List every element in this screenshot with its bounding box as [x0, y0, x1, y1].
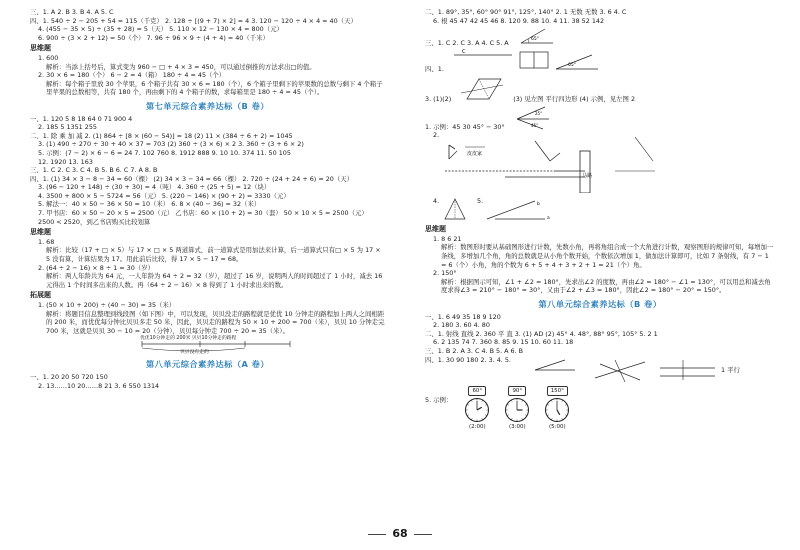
explanation: 解析：比较（17 + □ × 5）与 17 × □ × 5 两道算式，前一道算式是用加法来计算，后一道算式只有□ × 5 为 17 × 5 没有算，计算结果为 17。用此前后比较，得 17 × 5 − 17 = 68。	[46, 246, 381, 264]
answer-line: 二、1. 89°, 35°, 60° 90° 91°, 125°, 140° 2. 1 无数 无数 3. 6 4. C	[425, 8, 627, 16]
answer-line: 4. (455 − 35 × 5) ÷ (35 + 28) = 5（天） 5. 110 × 12 − 130 × 4 = 800（元）	[38, 25, 283, 34]
clock-angle: 90°	[508, 386, 526, 397]
answer-line: 一、1. 120 5 8 18 64 0 71 900 4	[30, 114, 133, 123]
expand-heading: 拓展题	[30, 291, 51, 300]
triangle-figure	[425, 193, 625, 223]
explanation: 解析：每个箱子里放 30 个苹果，6 个箱子共有 30 × 6 = 180（个），6 个箱子里剩下的苹果数的总数与剩下 4 个箱子里苹果的总数相等，共有 180 个，再由剩下的 4 个箱子的数，求每箱里是 180 ÷ 4 = 45（个）。	[46, 79, 383, 97]
answer-line: 2. 30 × 6 = 180（个） 6 − 2 = 4（箱） 180 ÷ 4 = 45（个）	[38, 71, 226, 80]
clock-face-icon	[544, 397, 570, 423]
q1-row	[425, 103, 775, 131]
answer-line: 12. 1920 13. 163	[38, 157, 93, 166]
answer-line: 5. 示例：(7 − 2) × 6 − 6 = 24 7. 102 760 8. 1912 888 9. 10 10. 374 11. 50 105	[38, 148, 291, 157]
clock-item	[544, 386, 570, 432]
clock-time: (2:00)	[468, 424, 486, 431]
q3b-row	[425, 73, 775, 103]
question-number: 2.	[433, 131, 440, 140]
page-number: 68	[392, 527, 408, 540]
answer-line: 1. 8 6 21	[433, 234, 462, 243]
answer-line: 三、1. A 2. B 3. B 4. A 5. C	[30, 8, 114, 16]
dash-right	[414, 534, 432, 535]
angle-label: 25°	[534, 111, 542, 117]
answer-line: 7. 甲书店：60 × 50 − 20 × 5 = 2500（元） 乙书店：60 × (10 + 2) = 30（套） 50 × 10 × 5 = 2500（元）	[38, 209, 368, 218]
answer-line: 6. 900 ÷ (3 × 2 + 12) = 50（个） 7. 96 ÷ 96 × 9 ÷ (4 + 4) = 40（千米）	[38, 33, 269, 42]
answer-line: 2500 < 2520，到乙书店购买比较划算	[38, 217, 151, 226]
segment-diagram	[140, 335, 300, 355]
clock-angle: 60°	[468, 386, 486, 397]
answer-line: 3. (1)(2)	[425, 94, 452, 103]
angle-label: 65°	[530, 37, 539, 43]
angle-label: 65°	[567, 63, 576, 69]
answer-line: 4. 3500 + 800 × 5 − 5724 = 56（元） 5. (220 − 146) × (90 + 2) = 3330（元）	[38, 191, 290, 200]
line-figure	[452, 49, 602, 73]
q4q5-figures	[425, 193, 775, 223]
answer-line: 三、1. B 2. A 3. C 4. B 5. A 6. B	[425, 346, 524, 355]
diagram-label: 贝贝没有走的	[180, 350, 209, 356]
clock-angle: 150°	[547, 386, 568, 397]
road-label: 马路	[582, 173, 593, 180]
clock-time: (5:00)	[548, 424, 566, 431]
map-drawing	[425, 131, 765, 193]
explanation: 解析：两人年龄共为 64 元，一人年龄为 64 ÷ 2 = 32（岁），超过了 16 岁，说明两人的时间超过了 1 小时，减去 16 元得出 1 个时间多出来的人数。再（64 ÷ 2 − 16）× 8 得到了 1 小时求出来的数。	[46, 272, 383, 289]
answer-line: 四、1. 30 90 180 2. 3. 4. 5.	[425, 355, 511, 364]
clock-face-icon	[464, 397, 490, 423]
answer-line: 三、1. C 2. C 3. C 4. B 5. B 6. C 7. A 8. B	[30, 166, 158, 175]
question-number: 5.	[477, 197, 484, 206]
line-label: b	[537, 202, 540, 208]
explanation: 解析：当添上括号后，算式变为 960 − □ + 4 × 3 = 450，可以通过倒推的方法求出□的值。	[46, 62, 316, 71]
segment-lines	[140, 335, 300, 355]
answer-line: 四、1. (1) 34 × 3 − 8 − 34 = 60（棵） (2) 34 × 3 − 34 = 66（棵） 2. 720 ÷ (24 + 24 + 6) = 20（天）	[30, 174, 354, 183]
angle-label: 45°	[530, 123, 538, 129]
answer-line: 2. 180 3. 60 4. 80	[433, 321, 490, 330]
answer-line: 二、1. 射线 直线 2. 360 平 直 3. (1) AD (2) 45° 4. 48°, 88° 95°, 105° 5. 2 1	[425, 329, 658, 338]
think-heading: 思维题	[30, 44, 51, 53]
angle-figure	[517, 25, 557, 47]
answer-line: 1. (50 × 10 + 200) ÷ (40 − 30) = 35（米）	[38, 301, 176, 309]
answer-line: 2. 150°	[433, 269, 457, 278]
answer-line: 三、1. C 2. C 3. A 4. C 5. A	[425, 38, 509, 47]
clocks	[464, 386, 584, 432]
q3-row	[425, 25, 775, 47]
angle-measure-figure	[513, 105, 553, 131]
answer-line: 2. 13……10 20……8 21 3. 6 550 1314	[38, 381, 160, 390]
answer-line: 2. 185 5 1351 255	[38, 123, 97, 132]
answer-line: 2. (64 ÷ 2 − 16) × 8 ÷ 1 = 30（岁）	[38, 263, 154, 272]
right-column	[425, 8, 775, 432]
answer-line: 四、1. 540 ÷ 2 − 205 + 54 = 115（千克） 2. 128 ÷ [(9 + 7) × 2] = 4 3. 120 − 120 ÷ 4 × 4 = 40（天）	[30, 16, 357, 25]
clock-time: (3:00)	[508, 424, 526, 431]
line-label: a	[547, 216, 550, 222]
dash-left	[368, 534, 386, 535]
section-title: 第八单元综合素养达标（A 卷）	[145, 359, 270, 370]
clock-face-icon	[504, 397, 530, 423]
explanation: 解析：数图形时要从基础图形进行计数，先数小角，再将角组合成一个大角进行计数，观察图形的规律可知，每增加一条线，多增加几个角，角的总数就是从小角个数开始，个数依次增加 1，做加法计算即可，比如 7 条射线，有 7 − 1 = 6（个）小角，角的个数为 6 + 5 + 4 + 3 + 2 + 1 = 21（个）角。	[441, 243, 774, 269]
answer-line: 一、1. 6 49 35 18 9 120	[425, 312, 501, 321]
clock-item	[504, 386, 530, 432]
clock-row	[425, 386, 775, 432]
explanation: 解析：将题目信息整理到线段图（如下图）中，可以发现，贝贝没走的路程就是优优 10 分钟走的路程加上两人之间相距的 200 米，而优优每分钟比贝贝多走 50 米，因此，贝贝走的路程为 50 × 10 + 200 = 700（米），贝贝 10 分钟走完 700 米，这就是贝贝 30 − 10 = 20（分钟），贝贝每分钟走 700 ÷ 20 = 35（米）。	[46, 309, 385, 335]
answer-line: 5. 示例：	[425, 395, 453, 404]
page-number-bar	[0, 527, 800, 540]
q4-row	[425, 47, 775, 73]
section-title: 第七单元综合素养达标（B 卷）	[145, 100, 270, 111]
answer-line: (3) 见左图 平行四边形 (4) 示例，见左图 2	[513, 94, 636, 103]
q4-geometry-row	[425, 356, 775, 382]
answer-line: 6. 2 135 74 7. 360 8. 85 9. 15 10. 60 11. 18	[433, 338, 574, 347]
diagram-label: 优优10分钟走的 200米 贝贝10分钟走的路程	[140, 336, 237, 342]
parallel-label: 1 平行	[721, 365, 740, 374]
answer-line: 6. 根 45 47 42 45 46 8. 120 9. 88 10. 4 11. 38 52 142	[433, 16, 605, 25]
clock-item	[464, 386, 490, 432]
answer-line: 1. 68	[38, 237, 55, 246]
answer-line: 3. (1) 490 ÷ 270 ÷ 30 + 40 × 37 = 703 (2) 360 ÷ (3 × 6) × 2 3. 360 ÷ (3 + 6 × 2)	[38, 140, 304, 149]
answer-line: 1. 600	[38, 53, 59, 62]
section-title: 第八单元综合素养达标（B 卷）	[538, 298, 662, 309]
map-figure	[425, 131, 775, 193]
think-heading: 思维题	[425, 225, 446, 234]
answer-line: 一、1. 20 20 50 720 150	[30, 372, 108, 381]
parallelogram-figure	[459, 75, 505, 103]
answer-line: 二、1. 除 乘 加 减 2. (1) 864 ÷ [8 × (60 − 54)] = 18 (2) 11 × (384 ÷ 6 + 2) = 1045	[30, 131, 293, 140]
explanation: 解析：根据图示可知，∠1 + ∠2 = 180°，先求出∠2 的度数，再由∠2 = 180° − ∠1 = 130°，可以用总和减去角度求得∠3 = 210° − 180° = 30°，又由于∠2 + ∠3 = 180°，因此∠2 = 180° − 20° = 150°。	[441, 277, 771, 295]
question-number: 4.	[433, 197, 440, 206]
geometry-figures	[425, 356, 765, 382]
answer-line: 四、1.	[425, 64, 444, 73]
answer-line: 5. 解法一：40 × 50 − 36 × 50 = 10（米） 6. 8 × (40 − 36) = 32（米）	[38, 200, 261, 209]
answer-line: 1. 示例：45 30 45° − 30°	[425, 122, 505, 131]
answer-line: 3. (96 − 120 + 148) ÷ (30 + 30) = 4（吨） 4. 360 ÷ (25 + 5) = 12（块）	[38, 183, 271, 192]
left-column	[30, 8, 385, 390]
think-heading: 思维题	[30, 228, 51, 237]
place-label: 皮皮家	[467, 151, 483, 158]
point-label: C	[461, 49, 466, 56]
